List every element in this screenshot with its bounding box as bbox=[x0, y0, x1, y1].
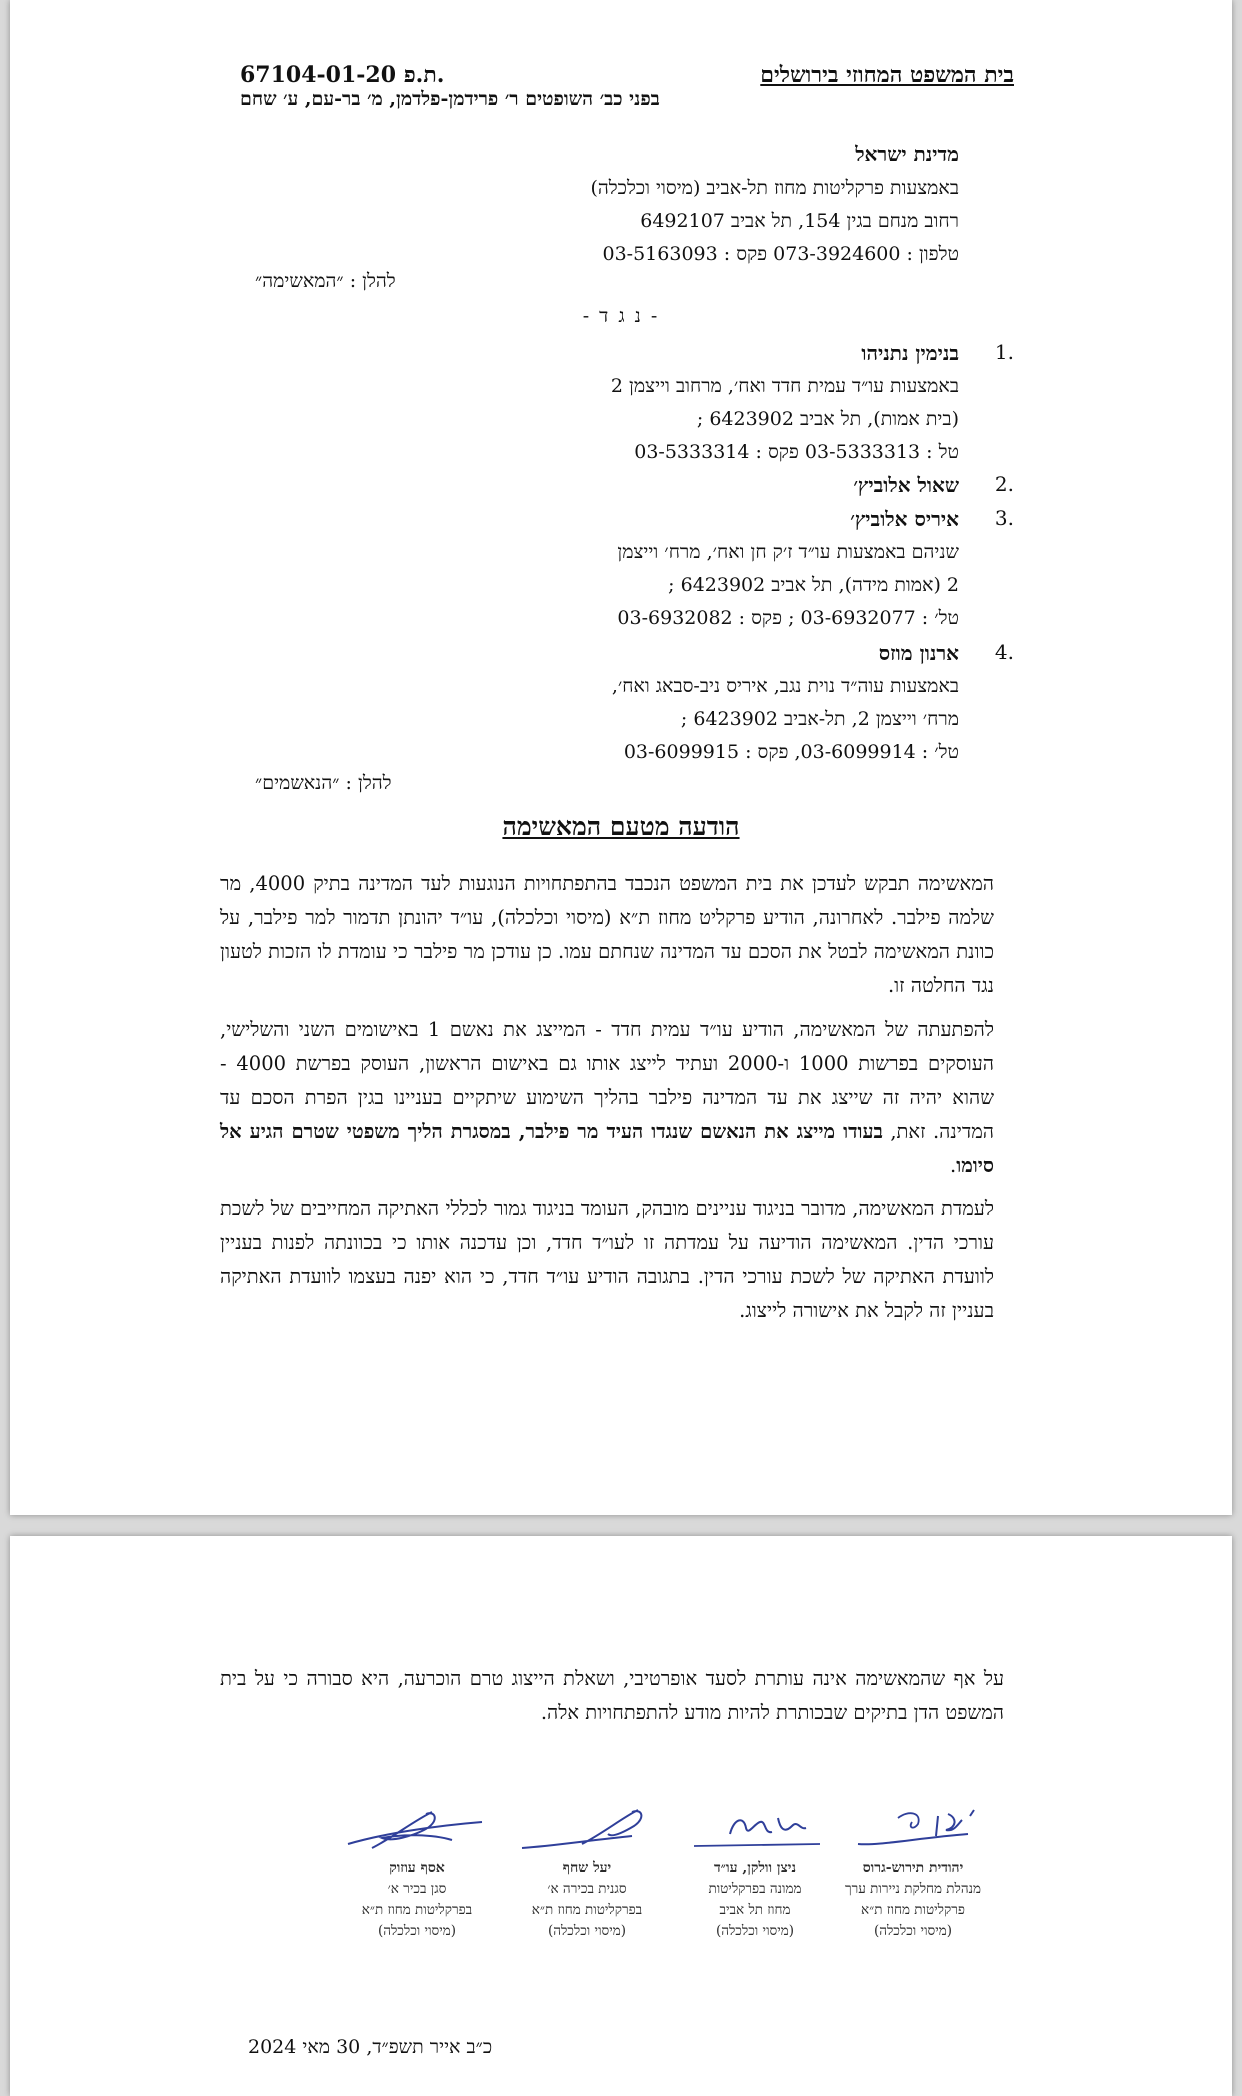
defendant-line: מרח׳ וייצמן 2, תל-אביב 6423902 ; bbox=[680, 708, 959, 730]
signature-scribble-2 bbox=[680, 1804, 830, 1856]
signer-name: יהודית תירוש-גרוס bbox=[862, 1860, 964, 1876]
paragraph-4: על אף שהמאשימה אינה עותרת לסעד אופרטיבי, ושאלת הייצוג טרם הוכרעה, היא סבורה כי על בית המשפט הדן בתיקים שבכותרת להיות מודע להתפתחויות אלה. bbox=[220, 1667, 1004, 1724]
signer-unit: פרקליטות מחוז ת״א bbox=[861, 1902, 965, 1918]
paragraph-2-bold: בעודו מייצג את הנאשם שנגדו העיד מר פילבר, במסגרת הליך משפטי שטרם הגיע אל סיומו bbox=[220, 1120, 994, 1177]
prosecution-line: רחוב מנחם בגין 154, תל אביב 6492107 bbox=[640, 210, 959, 232]
defendant-name: שאול אלוביץ׳ bbox=[853, 473, 959, 497]
document-page-1 bbox=[10, 0, 1232, 1515]
paragraph-3: לעמדת המאשימה, מדובר בניגוד עניינים מובהק, העומד בניגוד גמור לכללי האתיקה המחייבים של לשכת עורכי הדין. המאשימה הודיעה על עמדתה זו לעו״ד חדד, וכן עדכנה אותו כי בכוונתה לפנות בעניין לוועדת האתיקה של לשכת עורכי הדין. בתגובה הודיע עו״ד חדד, כי הוא יפנה בעצמו לוועדת האתיקה בעניין זה לקבל את אישורה לייצוג. bbox=[220, 1197, 994, 1322]
case-number: 67104-01-20 ת.פ. bbox=[240, 62, 445, 88]
defendant-line: טל׳ : 03-6099914, פקס : 03-6099915 bbox=[623, 741, 959, 763]
signer-title: סגנית בכירה א׳ bbox=[547, 1881, 627, 1897]
defendant-name: בנימין נתניהו bbox=[861, 341, 959, 365]
prosecution-line: באמצעות פרקליטות מחוז תל-אביב (מיסוי וכלכלה) bbox=[590, 177, 959, 199]
versus-line: - נ ג ד - bbox=[582, 305, 660, 327]
defendant-4-block bbox=[612, 636, 959, 769]
signature-block bbox=[670, 1804, 840, 1942]
signer-unit: מחוז תל אביב bbox=[719, 1902, 791, 1918]
signer-dept: (מיסוי וכלכלה) bbox=[377, 1923, 457, 1939]
defendant-number: 2. bbox=[994, 472, 1014, 496]
defendant-3-block bbox=[617, 502, 959, 635]
signer-name: ניצן וולקן, עו״ד bbox=[713, 1860, 797, 1876]
prosecution-line: טלפון : 073-3924600 פקס : 03-5163093 bbox=[602, 243, 959, 265]
signer-title: סגן בכיר א׳ bbox=[387, 1881, 447, 1897]
defendant-line: טל׳ : 03-6932077 ; פקס : 03-6932082 bbox=[617, 607, 959, 629]
defendant-1-block bbox=[611, 336, 959, 469]
signer-title: מנהלת מחלקת ניירות ערך bbox=[844, 1881, 982, 1897]
date-line: כ״ב אייר תשפ״ד, 30 מאי 2024 bbox=[248, 2036, 493, 2058]
prosecution-label: להלן : ״המאשימה״ bbox=[255, 270, 396, 292]
paragraph-1: המאשימה תבקש לעדכן את בית המשפט הנכבד בהתפתחויות הנוגעות לעד המדינה בתיק 4000, מר שלמה פילבר. לאחרונה, הודיע פרקליט מחוז ת״א (מיסוי וכלכלה), עו״ד יהונתן תדמור למר פילבר, על כוונת המאשימה לבטל את הסכם עד המדינה שנחתם עמו. כן עודכן מר פילבר כי עומדת לו הזכות לטעון נגד החלטה זו. bbox=[220, 872, 994, 997]
signer-unit: בפרקליטות מחוז ת״א bbox=[531, 1902, 643, 1918]
defendant-line: (בית אמות), תל אביב 6423902 ; bbox=[696, 408, 959, 430]
signature-scribble-4 bbox=[342, 1804, 492, 1856]
prosecution-name: מדינת ישראל bbox=[855, 142, 959, 166]
defendant-line: טל : 03-5333313 פקס : 03-5333314 bbox=[634, 441, 959, 463]
signature-scribble-3 bbox=[512, 1804, 662, 1856]
defendant-line: 2 (אמות מידה), תל אביב 6423902 ; bbox=[668, 574, 959, 596]
signer-dept: (מיסוי וכלכלה) bbox=[715, 1923, 795, 1939]
paragraph-2-end: . bbox=[950, 1154, 957, 1177]
court-name: בית המשפט המחוזי בירושלים bbox=[760, 62, 1014, 88]
signer-name: אסף עוזוק bbox=[389, 1860, 445, 1876]
document-title: הודעה מטעם המאשימה bbox=[502, 812, 740, 841]
defendants-label: להלן : ״הנאשמים״ bbox=[255, 772, 392, 794]
defendant-number: 1. bbox=[994, 340, 1014, 364]
judges-line: בפני כב׳ השופטים ר׳ פרידמן-פלדמן, מ׳ בר-עם, ע׳ שחם bbox=[240, 88, 660, 110]
signer-dept: (מיסוי וכלכלה) bbox=[873, 1923, 953, 1939]
signer-unit: בפרקליטות מחוז ת״א bbox=[361, 1902, 473, 1918]
document-page-2 bbox=[10, 1536, 1232, 2096]
signer-title: ממונה בפרקליטות bbox=[708, 1881, 802, 1897]
defendant-line: באמצעות עוה״ד נוית נגב, איריס ניב-סבאג ואח׳, bbox=[611, 675, 959, 697]
signature-block bbox=[502, 1804, 672, 1942]
signature-block bbox=[828, 1804, 998, 1942]
defendant-name: איריס אלוביץ׳ bbox=[850, 507, 959, 531]
prosecution-block bbox=[590, 136, 959, 271]
paragraph-2-text: להפתעתה של המאשימה, הודיע עו״ד עמית חדד - המייצג את נאשם 1 באישומים השני והשלישי, העוסקים בפרשות 1000 ו-2000 ועתיד לייצג אותו גם באישום הראשון, העוסק בפרשת 4000 - שהוא יהיה זה שייצג את עד המדינה פילבר בהליך השימוע שיתקיים בעניינו בגין הפרת הסכם עד המדינה. זאת, bbox=[220, 1018, 995, 1143]
defendant-line: באמצעות עו״ד עמית חדד ואח׳, מרחוב וייצמן 2 bbox=[610, 375, 959, 397]
defendant-line: שניהם באמצעות עו״ד ז׳ק חן ואח׳, מרח׳ וייצמן bbox=[617, 541, 959, 563]
signature-scribble-1 bbox=[838, 1804, 988, 1856]
signature-block bbox=[332, 1804, 502, 1942]
defendant-name: ארנון מוזס bbox=[878, 641, 959, 665]
defendant-number: 3. bbox=[994, 506, 1014, 530]
signer-dept: (מיסוי וכלכלה) bbox=[547, 1923, 627, 1939]
paragraph-2 bbox=[220, 1013, 994, 1183]
signer-name: יעל שחף bbox=[562, 1860, 612, 1876]
defendant-number: 4. bbox=[994, 640, 1014, 664]
prosecution-details bbox=[590, 172, 959, 271]
